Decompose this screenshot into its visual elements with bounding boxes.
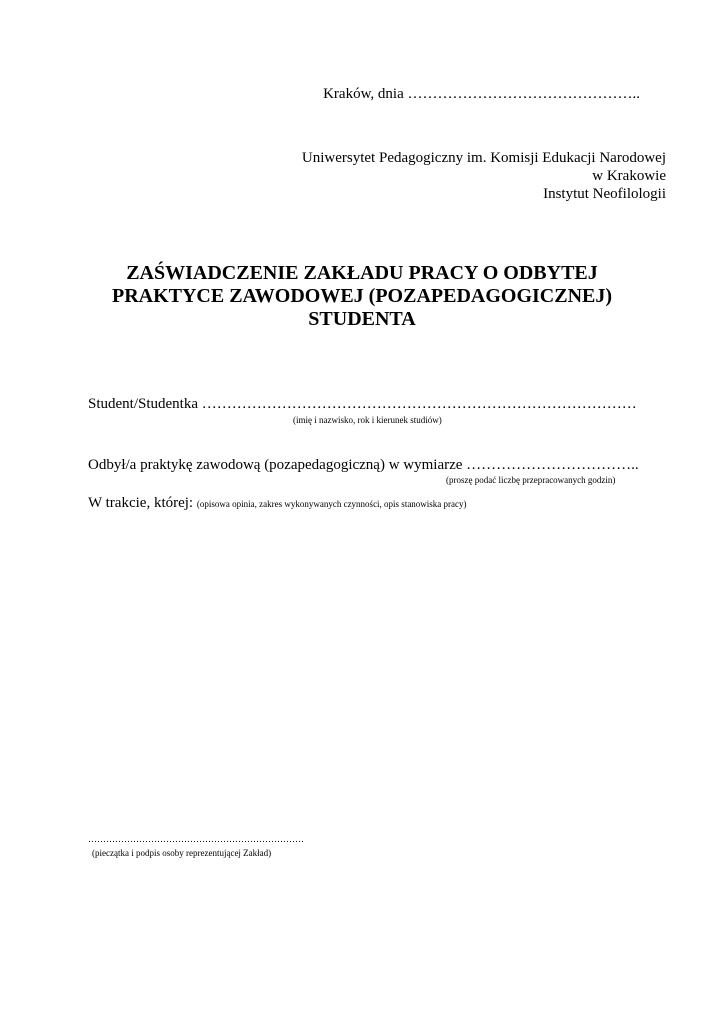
document-title [0, 262, 724, 331]
institution-block [302, 149, 666, 203]
course-description-field [88, 495, 467, 512]
practice-hours-field: Odbył/a praktykę zawodową (pozapedagogiczną) w wymiarze …………………………….. [88, 457, 639, 473]
title-line-3: STUDENTA [308, 308, 416, 330]
course-description-label: W trakcie, której: [88, 495, 194, 511]
practice-hours-hint: (proszę podać liczbę przepracowanych godzin) [446, 475, 616, 485]
student-field-hint: (imię i nazwisko, rok i kierunek studiów) [293, 415, 442, 425]
course-description-hint: (opisowa opinia, zakres wykonywanych czynności, opis stanowiska pracy) [196, 499, 467, 509]
institute-name: Instytut Neofilologii [543, 186, 666, 202]
institution-city: w Krakowie [592, 168, 666, 184]
signature-caption: (pieczątka i podpis osoby reprezentującej Zakład) [92, 848, 272, 858]
student-field: Student/Studentka …………………………………………………………………………… [88, 396, 637, 412]
place-date-line: Kraków, dnia ……………………………………….. [323, 86, 640, 102]
title-line-1: ZAŚWIADCZENIE ZAKŁADU PRACY O ODBYTEJ [126, 262, 598, 284]
title-line-2: PRAKTYCE ZAWODOWEJ (POZAPEDAGOGICZNEJ) [111, 285, 613, 307]
signature-dotted-line: ……………………………………………………………… [88, 834, 304, 844]
institution-name: Uniwersytet Pedagogiczny im. Komisji Edukacji Narodowej [301, 150, 666, 166]
